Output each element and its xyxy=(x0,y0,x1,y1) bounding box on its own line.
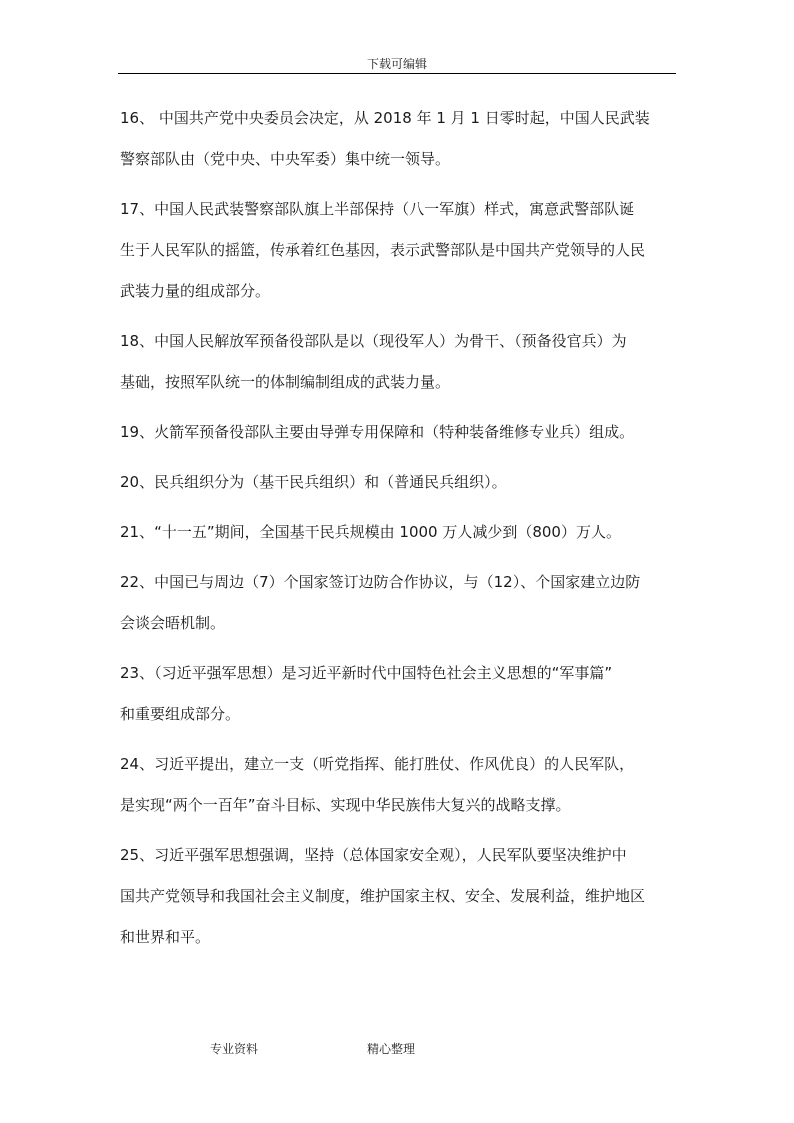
question-line: 21、“十一五”期间，全国基干民兵规模由 1000 万人减少到（800）万人。 xyxy=(120,523,621,541)
question-item xyxy=(120,98,682,180)
question-line: 和世界和平。 xyxy=(120,928,211,946)
question-line: 和重要组成部分。 xyxy=(120,705,241,723)
question-item xyxy=(120,321,682,403)
question-line: 是实现“两个一百年”奋斗目标、实现中华民族伟大复兴的战略支撑。 xyxy=(120,796,571,814)
question-line: 19、火箭军预备役部队主要由导弹专用保障和（特种装备维修专业兵）组成。 xyxy=(120,423,635,441)
question-line: 武装力量的组成部分。 xyxy=(120,282,271,300)
question-item xyxy=(120,562,682,644)
question-line: 22、中国已与周边（7）个国家签订边防合作协议，与（12）、个国家建立边防 xyxy=(120,573,641,591)
document-body xyxy=(120,98,682,967)
question-line: 警察部队由（党中央、中央军委）集中统一领导。 xyxy=(120,150,451,168)
question-line: 国共产党领导和我国社会主义制度，维护国家主权、安全、发展利益，维护地区 xyxy=(120,887,646,905)
question-line: 20、民兵组织分为（基干民兵组织）和（普通民兵组织）。 xyxy=(120,473,507,491)
question-line: 25、习近平强军思想强调，坚持（总体国家安全观），人民军队要坚决维护中 xyxy=(120,846,627,864)
page-header: 下载可编辑 xyxy=(366,57,427,71)
question-item xyxy=(120,744,682,826)
question-line: 18、中国人民解放军预备役部队是以（现役军人）为骨干、（预备役官兵）为 xyxy=(120,332,627,350)
question-item xyxy=(120,512,682,553)
footer-right-text: 精心整理 xyxy=(367,1042,416,1056)
question-item xyxy=(120,462,682,503)
question-item xyxy=(120,412,682,453)
question-line: 会谈会晤机制。 xyxy=(120,614,226,632)
question-item xyxy=(120,189,682,312)
header-divider xyxy=(118,73,676,74)
question-line: 24、习近平提出，建立一支（听党指挥、能打胜仗、作风优良）的人民军队， xyxy=(120,755,635,773)
question-item xyxy=(120,835,682,958)
question-line: 23、（习近平强军思想）是习近平新时代中国特色社会主义思想的“军事篇” xyxy=(120,664,613,682)
question-line: 生于人民军队的摇篮，传承着红色基因，表示武警部队是中国共产党领导的人民 xyxy=(120,241,646,259)
question-line: 基础，按照军队统一的体制编制组成的武装力量。 xyxy=(120,373,451,391)
footer-left-text: 专业资料 xyxy=(210,1042,259,1056)
question-item xyxy=(120,653,682,735)
question-line: 16、 中国共产党中央委员会决定，从 2018 年 1 月 1 日零时起，中国人民武装 xyxy=(120,109,650,127)
question-line: 17、中国人民武装警察部队旗上半部保持（八一军旗）样式，寓意武警部队诞 xyxy=(120,200,635,218)
